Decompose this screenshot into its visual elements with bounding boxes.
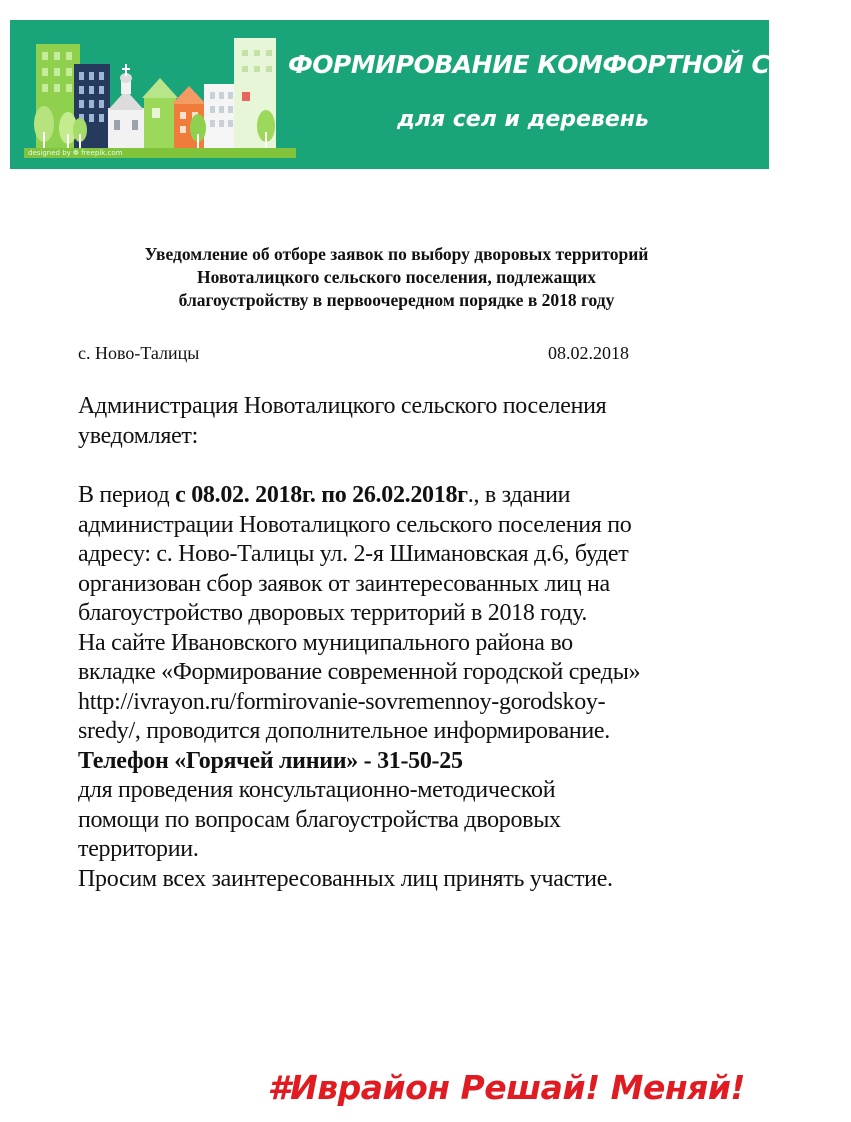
heading-line: Новоталицкого сельского поселения, подлежащих	[197, 267, 596, 287]
notice-date: 08.02.2018	[548, 343, 629, 363]
body-line: организован сбор заявок от заинтересованных лиц на	[78, 570, 610, 597]
period-dates: с 08.02. 2018г. по 26.02.2018г	[175, 482, 468, 508]
design-credit: designed by ❁ freepik.com	[28, 149, 123, 157]
site-link-line: http://ivrayon.ru/formirovanie-sovremennoy-gorodskoy-	[78, 688, 606, 715]
intro-line: Администрация Новоталицкого сельского поселения	[78, 393, 607, 419]
body-line: для проведения консультационно-методической	[78, 777, 556, 803]
heading-line: Уведомление об отборе заявок по выбору дворовых территорий	[144, 244, 649, 264]
banner-title: ФОРМИРОВАНИЕ КОМФОРТНОЙ СРЕДЫ	[288, 50, 851, 79]
body-line: вкладке «Формирование современной городской среды»	[78, 659, 641, 685]
notice-heading	[60, 243, 733, 312]
header-banner	[10, 20, 851, 169]
period-prefix: В период	[78, 482, 176, 508]
closing-line: Просим всех заинтересованных лиц принять участие.	[78, 865, 613, 892]
village-illustration	[10, 20, 310, 169]
body-text	[78, 481, 758, 894]
banner-subtitle: для сел и деревень	[397, 107, 649, 132]
heading-line: благоустройству в первоочередном порядке в 2018 году	[178, 290, 615, 310]
hotline-phone: Телефон «Горячей линии» - 31-50-25	[78, 747, 463, 774]
body-line: помощи по вопросам благоустройства дворовых	[78, 806, 561, 833]
body-line: территории.	[78, 836, 199, 862]
body-line: sredy/, проводится дополнительное информирование.	[78, 718, 610, 744]
notice-place: с. Ново-Талицы	[78, 343, 200, 363]
body-line: администрации Новоталицкого сельского поселения по	[78, 511, 632, 538]
intro-paragraph	[78, 392, 758, 451]
body-line: адресу: с. Ново-Талицы ул. 2-я Шимановская д.6, будет	[78, 541, 629, 567]
body-line: благоустройство дворовых территорий в 2018 году.	[78, 600, 588, 626]
intro-line: уведомляет:	[78, 422, 198, 449]
period-suffix: ., в здании	[467, 482, 571, 508]
footer-hashtag: #Иврайон Решай! Меняй!	[267, 1068, 745, 1107]
body-line: На сайте Ивановского муниципального района во	[78, 629, 573, 656]
period-line	[78, 481, 758, 511]
